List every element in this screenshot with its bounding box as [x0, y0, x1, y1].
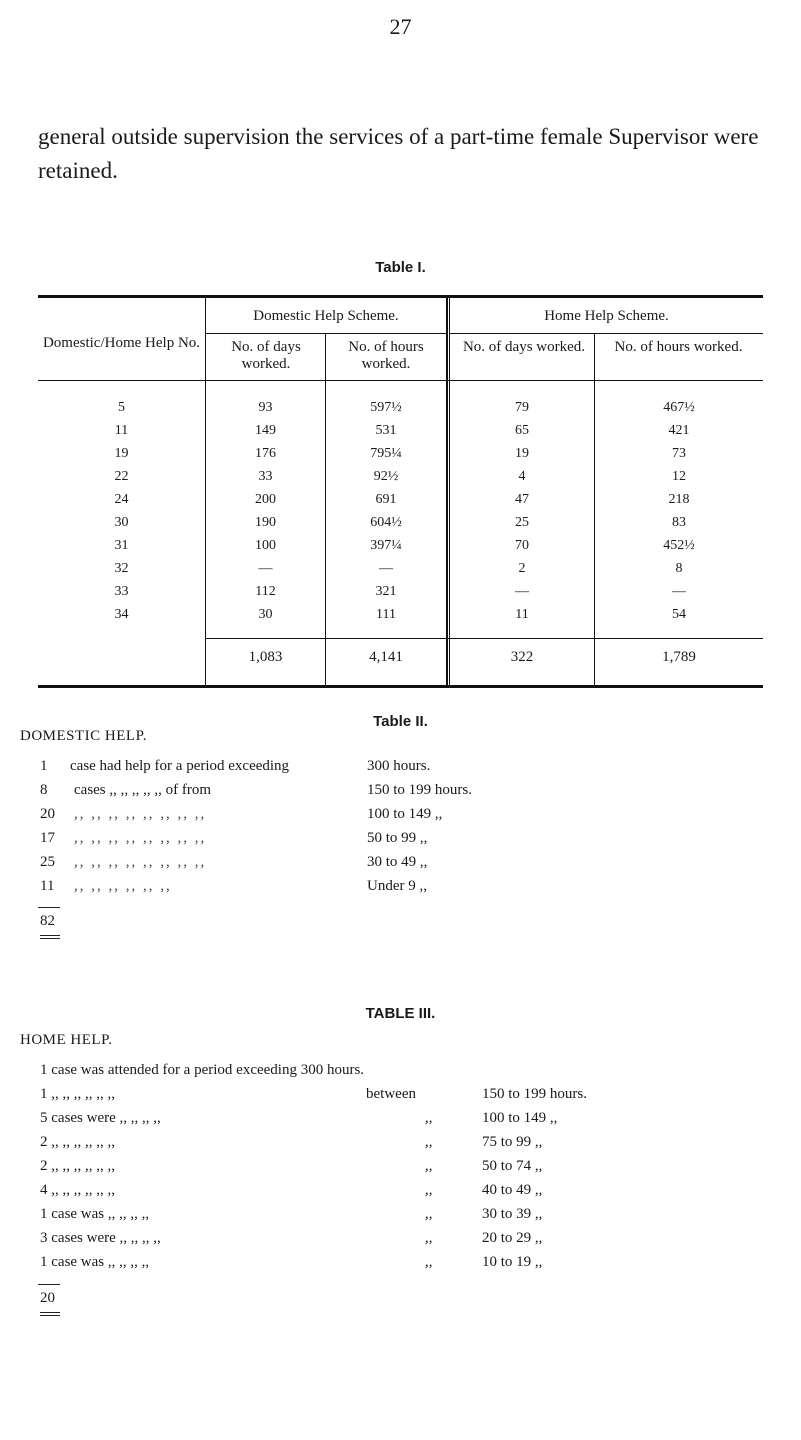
table1-bottom-rule [38, 685, 763, 688]
table1-header-rule [38, 380, 763, 381]
table1-row-label: 34 [114, 607, 129, 622]
table2-count: 20 [40, 806, 55, 822]
table1-cell: 604½ [370, 515, 402, 530]
table3-connector: ,, [425, 1182, 433, 1198]
table2-total-underline [40, 935, 60, 936]
table2-description: ,, ,, ,, ,, ,, ,, [74, 878, 172, 894]
table1-cell: 531 [375, 423, 397, 438]
table1-cell: 190 [255, 515, 276, 530]
table2-description: ,, ,, ,, ,, ,, ,, ,, ,, [74, 854, 207, 870]
table1-cell: 92½ [373, 469, 399, 484]
table3-total-underline [40, 1312, 60, 1313]
table1-row-label: 19 [114, 446, 129, 461]
page-number: 27 [389, 14, 412, 39]
table1-row-label: 31 [114, 538, 129, 553]
table1-cell: 421 [668, 423, 690, 438]
table1-cell: 25 [515, 515, 529, 530]
table1-cell: 397¼ [370, 538, 402, 553]
table1-cell: 12 [672, 469, 686, 484]
table3-description: 5 cases were ,, ,, ,, ,, [40, 1110, 161, 1126]
table1-total-rule [206, 638, 763, 639]
table2-description: ,, ,, ,, ,, ,, ,, ,, ,, [74, 830, 207, 846]
table2-count: 25 [40, 854, 55, 870]
table1-row-label: 5 [118, 400, 125, 415]
table2-count: 1 [40, 758, 48, 774]
table1-cell: 93 [258, 400, 273, 415]
table2-count: 17 [40, 830, 55, 846]
table1-total-cell: 1,083 [248, 649, 283, 665]
table3-connector: ,, [425, 1158, 433, 1174]
table1-top-rule [38, 295, 763, 298]
table1-cell: 33 [258, 469, 273, 484]
table1-cell: — [379, 561, 393, 576]
table1-row-label: 24 [114, 492, 129, 507]
table2-description: ,, ,, ,, ,, ,, ,, ,, ,, [74, 806, 207, 822]
table3-connector: ,, [425, 1230, 433, 1246]
intro-paragraph: general outside supervision the services of a part-time female Supervisor were retained. [38, 124, 759, 183]
table1-row-label: 30 [114, 515, 129, 530]
table3-description: 2 ,, ,, ,, ,, ,, ,, [40, 1158, 115, 1174]
table1-divider [594, 333, 595, 685]
table1-cell: 795¼ [370, 446, 402, 461]
table1-row-label: 11 [114, 423, 129, 438]
table1-cell: 19 [515, 446, 529, 461]
table2-range: Under 9 ,, [367, 878, 427, 894]
table3-connector: between [366, 1086, 416, 1102]
table3-description: 4 ,, ,, ,, ,, ,, ,, [40, 1182, 115, 1198]
table3-range: 10 to 19 ,, [482, 1254, 543, 1270]
table1-cell: 111 [376, 607, 396, 622]
table3-connector: ,, [425, 1134, 433, 1150]
table3-sum-rule [38, 1284, 60, 1285]
table1-row-label: 32 [114, 561, 129, 576]
table2-section-heading: DOMESTIC HELP. [20, 728, 148, 744]
table1-total-cell: 1,789 [662, 649, 696, 665]
table1-cell: — [515, 584, 529, 599]
table3-section-heading: HOME HELP. [20, 1032, 113, 1048]
table2-range: 150 to 199 hours. [367, 782, 472, 798]
table1-group-rule [206, 333, 446, 334]
table3-title: TABLE III. [365, 1005, 436, 1022]
table1-cell: 691 [375, 492, 397, 507]
table3-range: 75 to 99 ,, [482, 1134, 543, 1150]
table1-title: Table I. [375, 259, 426, 276]
table1-total-cell: 4,141 [369, 649, 403, 665]
table1-cell: 4 [518, 469, 526, 484]
table1-group1-header: Domestic Help Scheme. [253, 308, 399, 324]
table1-divider [325, 333, 326, 685]
table1-cell: — [258, 561, 273, 576]
table1-cell: 112 [255, 584, 276, 599]
table1-divider [446, 298, 448, 685]
table2-range: 100 to 149 ,, [367, 806, 443, 822]
table3-description: 1 case was attended for a period exceeding 300 hours. [40, 1062, 365, 1078]
table3-description: 1 ,, ,, ,, ,, ,, ,, [40, 1086, 115, 1102]
table1-cell: 65 [515, 423, 529, 438]
table1-col-days: No. of days worked. [231, 339, 301, 372]
table1-cell: 321 [375, 584, 397, 599]
table1-cell: 467½ [663, 400, 695, 415]
table1-row-label: 33 [114, 584, 129, 599]
table1-cell: 11 [515, 607, 529, 622]
table1-cell: 83 [672, 515, 686, 530]
table1-cell: 30 [258, 607, 273, 622]
table1-group-rule [450, 333, 763, 334]
table1-row-header: Domestic/Home Help No. [42, 335, 201, 351]
table3-range: 30 to 39 ,, [482, 1206, 543, 1222]
table3-description: 1 case was ,, ,, ,, ,, [40, 1254, 150, 1270]
table1 [38, 295, 763, 688]
table1-col-days: No. of days worked. [462, 339, 586, 355]
table2-total: 82 [40, 913, 55, 929]
table2-count: 8 [40, 782, 48, 798]
table3-total-underline [40, 1315, 60, 1316]
table3-connector: ,, [425, 1206, 433, 1222]
table2-count: 11 [40, 878, 55, 894]
table3-description: 3 cases were ,, ,, ,, ,, [40, 1230, 161, 1246]
table3-description: 2 ,, ,, ,, ,, ,, ,, [40, 1134, 115, 1150]
table1-row-label: 22 [114, 469, 129, 484]
table3-connector: ,, [425, 1254, 433, 1270]
table2-total-underline [40, 938, 60, 939]
table1-col-hours: No. of hours worked. [614, 339, 743, 355]
table1-cell: 54 [672, 607, 686, 622]
table1-cell: 8 [675, 561, 683, 576]
table1-cell: 100 [255, 538, 276, 553]
table1-cell: 597½ [370, 400, 402, 415]
table3-range: 100 to 149 ,, [482, 1110, 558, 1126]
table1-cell: 218 [668, 492, 690, 507]
table2-description: case had help for a period exceeding [70, 758, 290, 774]
table1-cell: 2 [518, 561, 526, 576]
table3-connector: ,, [425, 1110, 433, 1126]
table1-col-hours: No. of hours worked. [348, 339, 424, 372]
table1-group2-header: Home Help Scheme. [544, 308, 669, 324]
table1-cell: 452½ [663, 538, 695, 553]
table1-cell: 176 [255, 446, 276, 461]
table3-range: 50 to 74 ,, [482, 1158, 543, 1174]
table1-cell: 149 [255, 423, 276, 438]
table1-total-cell: 322 [510, 649, 534, 665]
table3-range: 40 to 49 ,, [482, 1182, 543, 1198]
table2-range: 30 to 49 ,, [367, 854, 428, 870]
table1-cell: 47 [515, 492, 529, 507]
table1-cell: 70 [515, 538, 529, 553]
table2-description: cases ,, ,, ,, ,, ,, of from [74, 782, 212, 798]
table2-range: 50 to 99 ,, [367, 830, 428, 846]
table1-cell: 73 [672, 446, 686, 461]
table3-range: 20 to 29 ,, [482, 1230, 543, 1246]
table3-description: 1 case was ,, ,, ,, ,, [40, 1206, 150, 1222]
table2-title: Table II. [373, 713, 428, 730]
table2-sum-rule [38, 907, 60, 908]
table3-total: 20 [40, 1290, 55, 1306]
table2-range: 300 hours. [367, 758, 431, 774]
table3-range: 150 to 199 hours. [482, 1086, 587, 1102]
table1-cell: — [672, 584, 686, 599]
table1-cell: 79 [515, 400, 529, 415]
table1-cell: 200 [255, 492, 276, 507]
